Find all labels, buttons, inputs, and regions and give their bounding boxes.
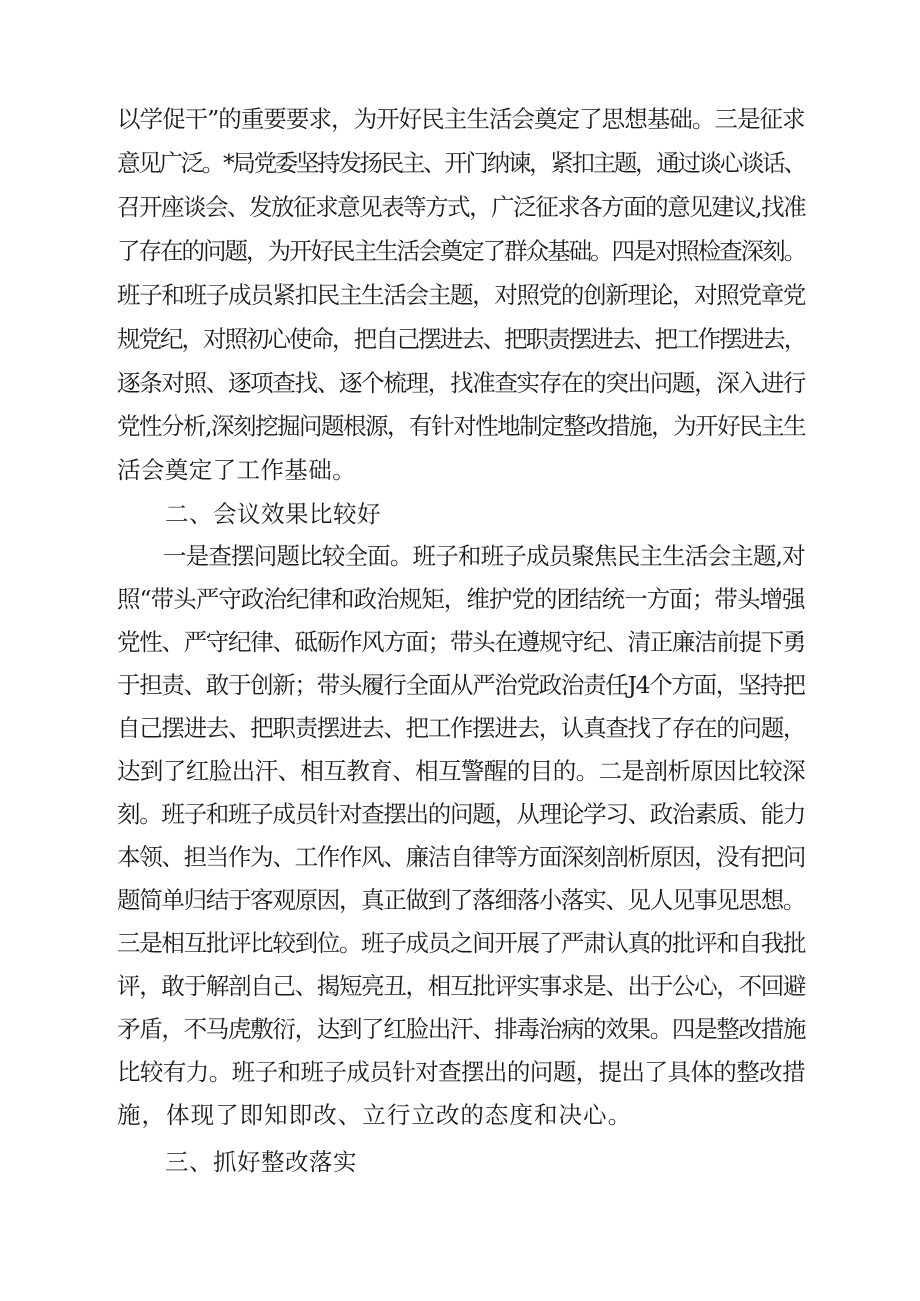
paragraph-line: 于担责、敢于创新；带头履行全面从严治党政治责任J4个方面，坚持把 xyxy=(117,671,805,699)
paragraph-line: 施，体现了即知即改、立行立改的态度和决心。 xyxy=(117,1101,633,1129)
paragraph-line: 意见广泛。*局党委坚持发扬民主、开门纳谏，紧扣主题，通过谈心谈话、 xyxy=(117,149,805,177)
paragraph-line: 规党纪，对照初心使命，把自己摆进去、把职责摆进去、把工作摆进去， xyxy=(117,325,806,353)
paragraph-line: 自己摆进去、把职责摆进去、把工作摆进去，认真查找了存在的问题， xyxy=(117,714,806,742)
paragraph-line: 照“带头严守政治纪律和政治规矩，维护党的团结统一方面；带头增强 xyxy=(117,585,805,613)
paragraph-line: 矛盾，不马虎敷衍，达到了红脸出汗、排毒治病的效果。四是整改措施 xyxy=(117,1015,806,1043)
paragraph-line: 了存在的问题，为开好民主生活会奠定了群众基础。四是对照检查深刻。 xyxy=(117,237,806,265)
section-heading: 三、抓好整改落实 xyxy=(165,1148,357,1176)
paragraph-line: 比较有力。班子和班子成员针对查摆出的问题，提出了具体的整改措 xyxy=(117,1058,805,1086)
paragraph-line: 党性分析,深刻挖掘问题根源，有针对性地制定整改措施，为开好民主生 xyxy=(117,412,806,440)
paragraph-line: 逐条对照、逐项查找、逐个梳理，找准查实存在的突出问题，深入进行 xyxy=(117,369,806,397)
paragraph-line: 召开座谈会、发放征求意见表等方式，广泛征求各方面的意见建议,找准 xyxy=(117,193,806,221)
paragraph-line: 党性、严守纪律、砥砺作风方面；带头在遵规守纪、清正廉洁前提下勇 xyxy=(117,628,806,656)
paragraph-line: 活会奠定了工作基础。 xyxy=(117,456,356,484)
section-heading: 二、会议效果比较好 xyxy=(165,500,381,528)
paragraph-line: 本领、担当作为、工作作风、廉洁自律等方面深刻剖析原因，没有把问 xyxy=(117,843,806,871)
paragraph-line: 一是查摆问题比较全面。班子和班子成员聚焦民主生活会主题,对 xyxy=(163,542,805,570)
paragraph-line: 三是相互批评比较到位。班子成员之间开展了严肃认真的批评和自我批 xyxy=(117,929,806,957)
paragraph-line: 评，敢于解剖自己、揭短亮丑，相互批评实事求是、出于公心，不回避 xyxy=(117,972,806,1000)
paragraph-line: 以学促干”的重要要求，为开好民主生活会奠定了思想基础。三是征求 xyxy=(117,105,805,133)
paragraph-line: 刻。班子和班子成员针对查摆出的问题，从理论学习、政治素质、能力 xyxy=(117,800,806,828)
paragraph-line: 班子和班子成员紧扣民主生活会主题，对照党的创新理论，对照党章党 xyxy=(117,281,806,309)
paragraph-line: 题简单归结于客观原因，真正做到了落细落小落实、见人见事见思想。 xyxy=(117,886,806,914)
paragraph-line: 达到了红脸出汗、相互教育、相互警醒的目的。二是剖析原因比较深 xyxy=(117,757,805,785)
